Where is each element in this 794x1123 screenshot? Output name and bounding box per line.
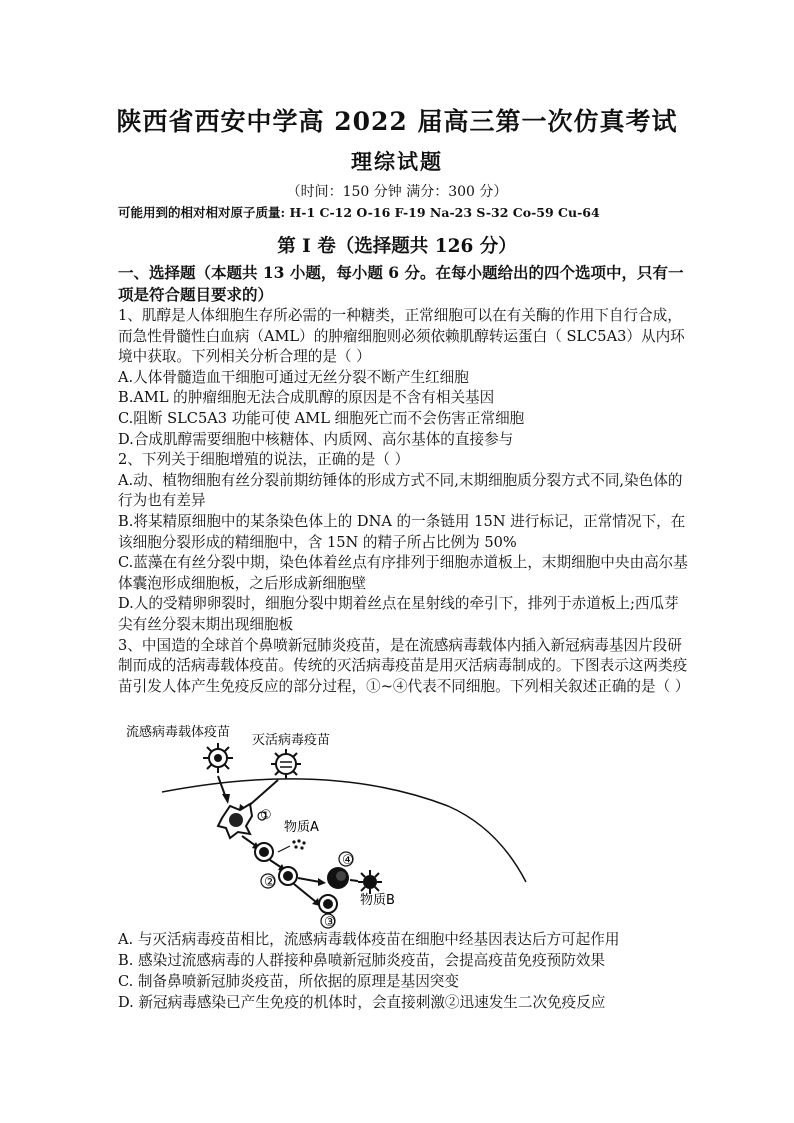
target-cell-icon — [358, 870, 382, 894]
exam-title: 陕西省西安中学高 2022 届高三第一次仿真考试 — [116, 107, 678, 136]
substance-a-dots — [292, 839, 305, 849]
atomic-masses: 可能用到的相对相对原子质量: H-1 C-12 O-16 F-19 Na-23 S-32 Co-59 Cu-64 — [118, 205, 600, 220]
inactivated-vaccine-label: 灭活病毒疫苗 — [252, 733, 331, 748]
cell-2-label: ② — [264, 875, 276, 890]
flu-virus-icon — [203, 743, 233, 773]
inactivated-virus-icon — [271, 749, 301, 779]
q2-option-d: D.人的受精卵卵裂时，细胞分裂中期着丝点在星射线的牵引下，排列于赤道板上;西瓜芽尖有丝分裂末期出现细胞板 — [118, 595, 679, 633]
q1-option-a: A.人体骨髓造血干细胞可通过无丝分裂不断产生红细胞 — [118, 368, 469, 386]
q3-options — [118, 929, 718, 1013]
immune-response-figure — [118, 720, 538, 932]
questions-block — [118, 262, 690, 697]
cell-2 — [279, 867, 297, 885]
substance-b-label: 物质B — [360, 893, 395, 908]
q1-option-c: C.阻断 SLC5A3 功能可使 AML 细胞死亡而不会伤害正常细胞 — [118, 409, 525, 427]
q3-stem: 3、中国造的全球首个鼻喷新冠肺炎疫苗，是在流感病毒载体内插入新冠病毒基因片段研制而成的活病毒载体疫苗。传统的灭活病毒疫苗是用灭活病毒制成的。下图表示这两类疫苗引发人体产生免疫反应的部分过程，①~④代表不同细胞。下列相关叙述正确的是（ ） — [118, 636, 690, 695]
q2-option-a: A.动、植物细胞有丝分裂前期纺锤体的形成方式不同,末期细胞质分裂方式不同,染色体的行为也有差异 — [118, 471, 683, 510]
cell-4-label: ④ — [342, 853, 354, 868]
cell-1-label: ① — [260, 808, 272, 823]
q2-option-b: B.将某精原细胞中的某条染色体上的 DNA 的一条链用 15N 进行标记，正常情况下，在该细胞分裂形成的精细胞中，含 15N 的精子所占比例为 50% — [118, 512, 686, 551]
q1-option-d: D.合成肌醇需要细胞中核糖体、内质网、高尔基体的直接参与 — [118, 430, 514, 448]
section-title: 第 I 卷（选择题共 126 分） — [277, 236, 517, 257]
q3-option-d: D. 新冠病毒感染已产生免疫的机体时，会直接刺激②迅速发生二次免疫反应 — [118, 994, 606, 1011]
cell-4 — [327, 867, 349, 889]
q2-option-c: C.蓝藻在有丝分裂中期，染色体着丝点有序排列于细胞赤道板上，末期细胞中央由高尔基体囊泡形成细胞板，之后形成新细胞壁 — [118, 554, 688, 592]
q2-stem: 2、下列关于细胞增殖的说法，正确的是（ ） — [118, 451, 410, 469]
substance-a-label: 物质A — [284, 820, 319, 835]
section-heading: 一、选择题（本题共 13 小题，每小题 6 分。在每小题给出的四个选项中，只有一项是符合题目要求的） — [118, 263, 684, 304]
q1-option-b: B.AML 的肿瘤细胞无法合成肌醇的原因是不含有相关基因 — [118, 389, 495, 407]
time-info: （时间：150 分钟 满分：300 分） — [286, 184, 508, 200]
cell-3-label: ③ — [324, 915, 336, 930]
exam-subtitle: 理综试题 — [351, 149, 443, 174]
cell-3 — [319, 895, 337, 913]
q3-option-a: A. 与灭活病毒疫苗相比，流感病毒载体疫苗在细胞中经基因表达后方可起作用 — [118, 931, 620, 948]
helper-cell — [255, 843, 273, 861]
antigen-presenting-cell — [218, 804, 252, 838]
flu-vaccine-label: 流感病毒载体疫苗 — [126, 725, 231, 740]
q1-stem: 1、肌醇是人体细胞生存所必需的一种糖类，正常细胞可以在有关酶的作用下自行合成，而急性骨髓性白血病（AML）的肿瘤细胞则必须依赖肌醇转运蛋白（ SLC5A3）从内环境中获取。下列相关分析合理的是（ ） — [118, 307, 685, 366]
q3-option-c: C. 制备鼻喷新冠肺炎疫苗，所依据的原理是基因突变 — [118, 973, 459, 990]
q3-option-b: B. 感染过流感病毒的人群接种鼻喷新冠肺炎疫苗，会提高疫苗免疫预防效果 — [118, 952, 606, 969]
